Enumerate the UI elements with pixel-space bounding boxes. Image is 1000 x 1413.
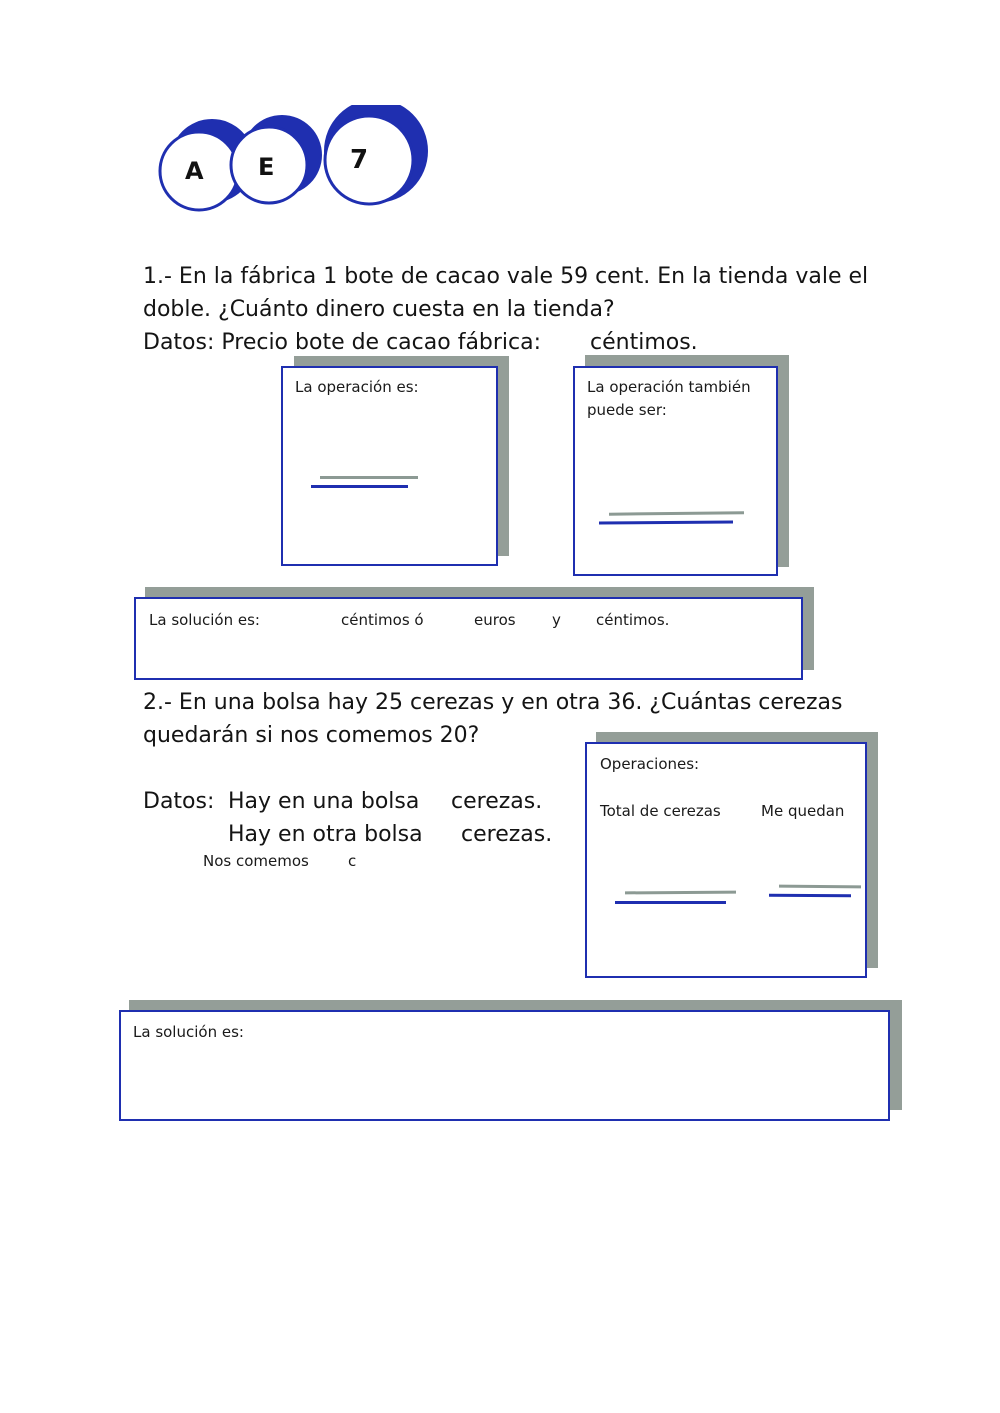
operations-line-blue-2[interactable] — [769, 894, 851, 898]
problem2-datos-line1-unit: cerezas. — [451, 789, 543, 814]
solution1-label: La solución es: — [149, 611, 260, 629]
problem1-line1: 1.- En la fábrica 1 bote de cacao vale 59 cent. En la tienda vale el — [143, 264, 869, 289]
alt-operation-label-2: puede ser: — [587, 401, 667, 419]
solution2-box[interactable] — [119, 1010, 890, 1121]
solution2-label: La solución es: — [133, 1023, 244, 1041]
operations-line-blue-1[interactable] — [615, 901, 726, 904]
logo-letter-e: E — [258, 153, 275, 181]
logo-letter-a: A — [185, 157, 204, 185]
alt-operation-box — [573, 366, 778, 576]
solution1-box[interactable] — [134, 597, 803, 680]
operations-label: Operaciones: — [600, 755, 700, 773]
solution1-unit-cents-2: céntimos. — [596, 611, 670, 629]
problem2-datos-line3-unit: c — [348, 852, 357, 870]
operations-col1-label: Total de cerezas — [600, 802, 721, 820]
problem2-datos-line1: Hay en una bolsa — [228, 789, 420, 814]
alt-operation-label-1: La operación también — [587, 378, 751, 396]
solution1-conj: y — [552, 611, 561, 629]
problem2-line1: 2.- En una bolsa hay 25 cerezas y en otra 36. ¿Cuántas cerezas — [143, 690, 843, 715]
solution1-unit-cents: céntimos ó — [341, 611, 424, 629]
operation-line-blue[interactable] — [311, 485, 408, 488]
operation-line-gray — [320, 476, 418, 479]
logo-letter-7: 7 — [350, 145, 369, 175]
problem1-datos-unit: céntimos. — [590, 330, 698, 355]
problem2-datos-line3: Nos comemos — [203, 852, 309, 870]
problem2-datos-line2-unit: cerezas. — [461, 822, 553, 847]
operations-col2-label: Me quedan — [761, 802, 845, 820]
problem2-datos-line2: Hay en otra bolsa — [228, 822, 423, 847]
operation-box — [281, 366, 498, 566]
problem1-datos-label: Datos: Precio bote de cacao fábrica: — [143, 330, 542, 355]
operation-box-label: La operación es: — [295, 378, 419, 396]
problem2-datos-label: Datos: — [143, 789, 215, 814]
problem1-line2: doble. ¿Cuánto dinero cuesta en la tienda? — [143, 297, 615, 322]
solution1-unit-euros: euros — [474, 611, 516, 629]
operations-box — [585, 742, 867, 978]
problem2-line2: quedarán si nos comemos 20? — [143, 723, 480, 748]
